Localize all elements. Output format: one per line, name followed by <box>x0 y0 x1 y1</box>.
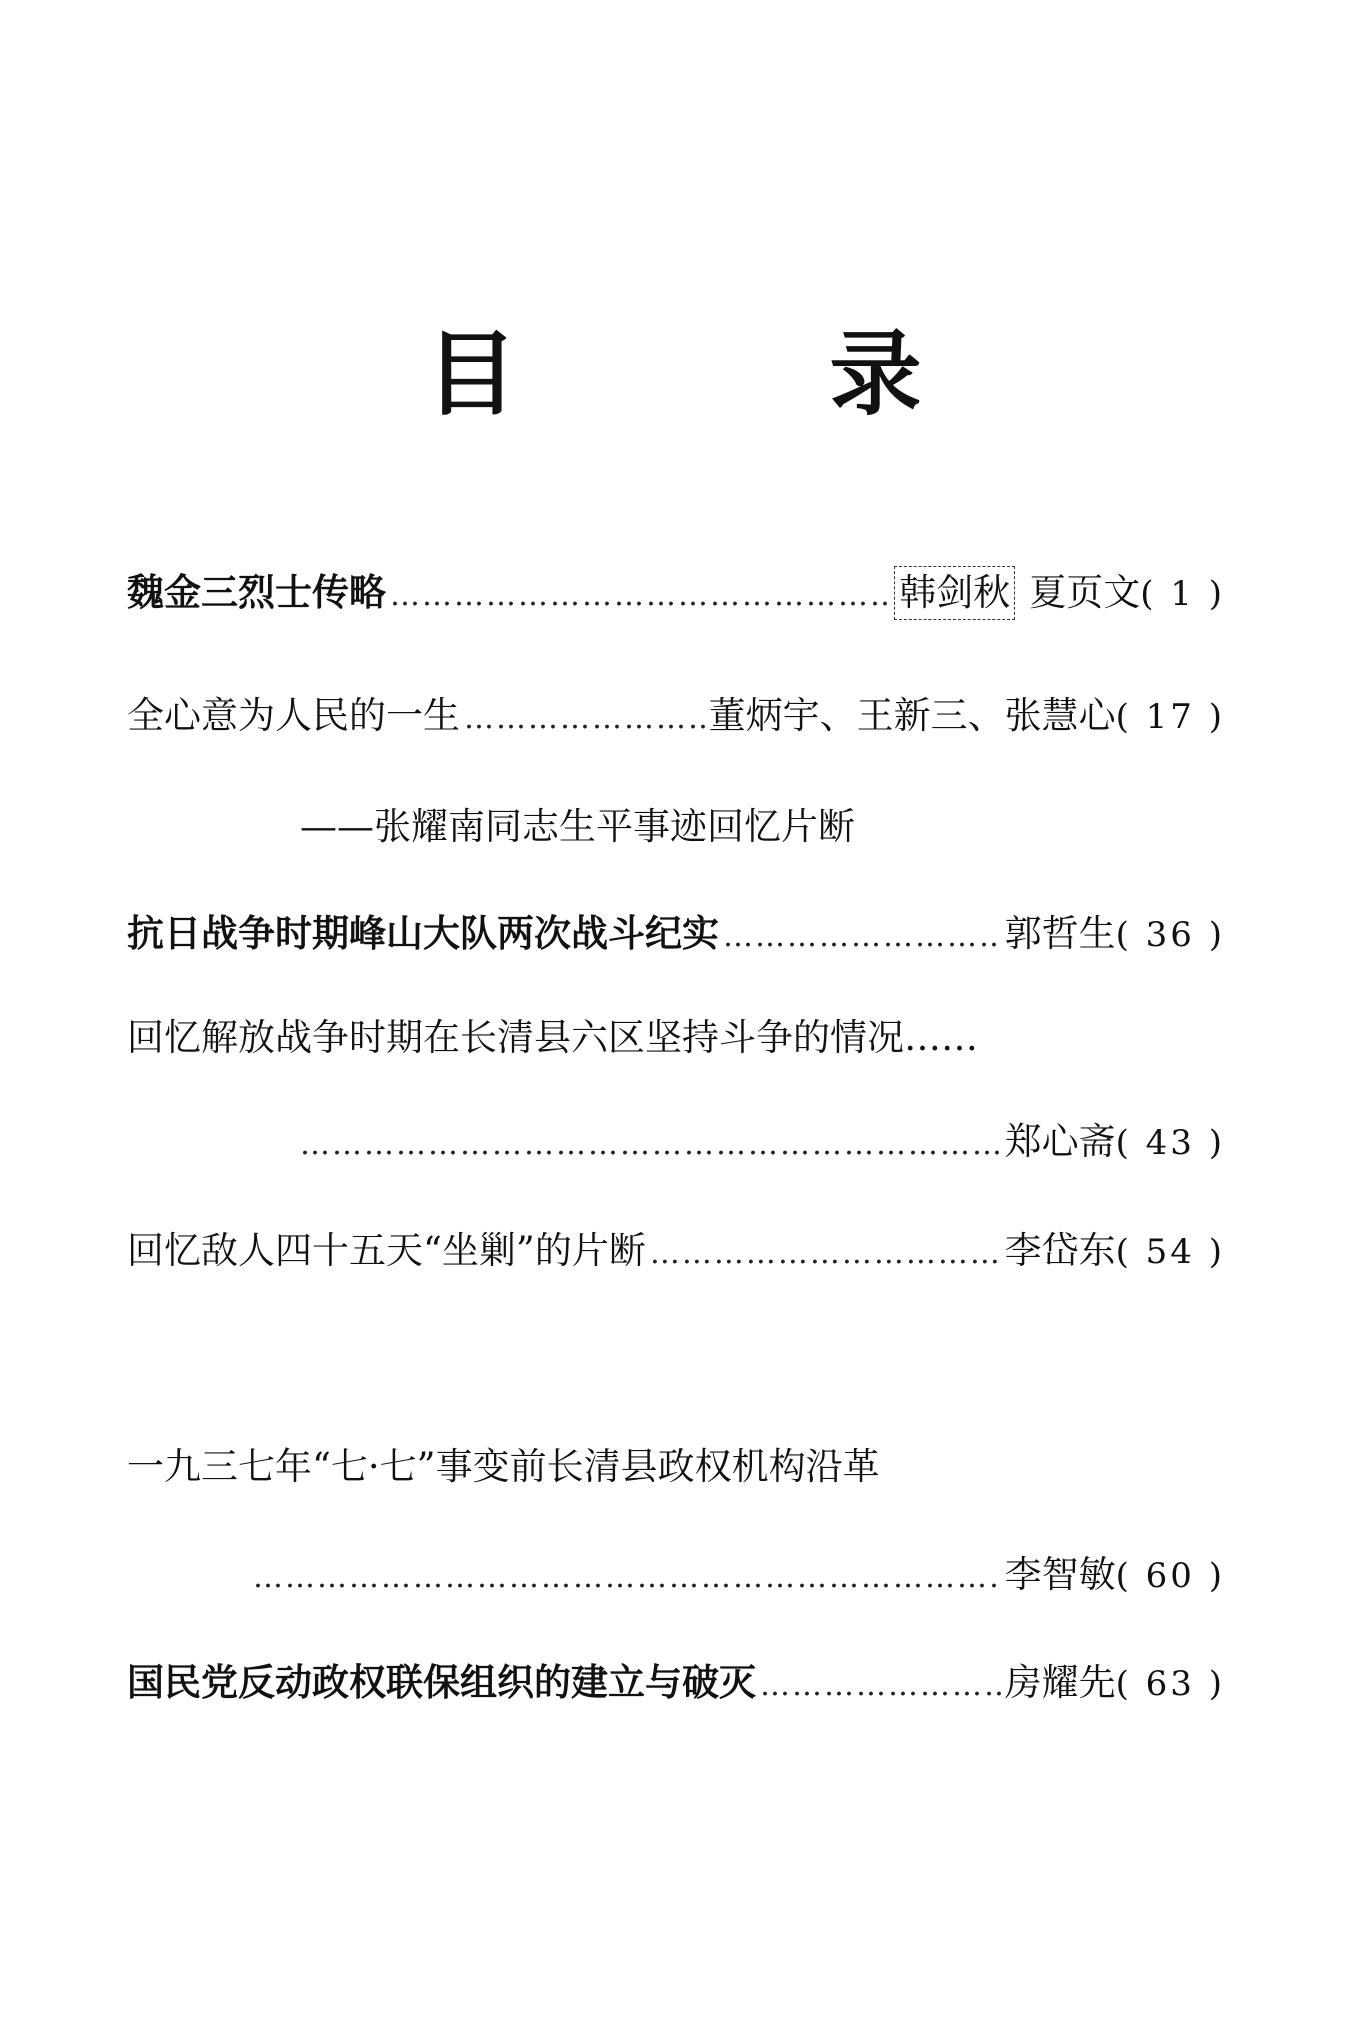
leader-dots <box>723 911 1001 963</box>
entry-title: 回忆敌人四十五天“坐剿”的片断 <box>127 1229 646 1272</box>
leader-dots <box>464 693 705 745</box>
entry-subtitle: ——张耀南同志生平事迹回忆片断 <box>300 805 855 848</box>
entry-page: ( 54 ) <box>1115 1232 1225 1272</box>
toc-entry[interactable] <box>127 1656 1225 1708</box>
toc-entry[interactable] <box>127 1225 1225 1277</box>
leader-dots <box>300 1119 1001 1171</box>
toc-entry-title-line[interactable] <box>127 1441 880 1493</box>
entry-author: 李岱东 <box>1004 1229 1116 1272</box>
toc-entry[interactable] <box>253 1549 1225 1601</box>
leader-dots <box>760 1660 1001 1712</box>
entry-page: ( 1 ) <box>1140 574 1225 614</box>
entry-author: 李智敏 <box>1004 1553 1116 1596</box>
toc-entry-title-line[interactable] <box>127 1012 978 1064</box>
page-title: 目 录 <box>425 321 1062 428</box>
entry-page: ( 43 ) <box>1115 1123 1225 1163</box>
entry-title: 抗日战争时期峰山大队两次战斗纪实 <box>127 911 719 955</box>
entry-title: 全心意为人民的一生 <box>127 694 460 737</box>
entry-title: 魏金三烈士传略 <box>127 570 386 614</box>
toc-entry[interactable] <box>127 566 1225 618</box>
toc-entry[interactable] <box>127 690 1225 742</box>
leader-dots <box>650 1228 1001 1280</box>
entry-title: 一九三七年“七·七”事变前长清县政权机构沿革 <box>127 1445 880 1488</box>
entry-title: 回忆解放战争时期在长清县六区坚持斗争的情况…… <box>127 1016 978 1059</box>
toc-entry[interactable] <box>127 907 1225 959</box>
entry-title: 国民党反动政权联保组织的建立与破灭 <box>127 1660 756 1704</box>
entry-author-boxed: 韩剑秋 <box>894 566 1015 620</box>
entry-page: ( 36 ) <box>1115 915 1225 955</box>
entry-author: 郑心斋 <box>1004 1120 1116 1163</box>
entry-author: 房耀先 <box>1004 1661 1116 1704</box>
entry-page: ( 17 ) <box>1115 697 1225 737</box>
entry-author: 夏页文 <box>1029 571 1141 614</box>
leader-dots <box>390 570 890 622</box>
entry-author: 董炳宇、王新三、张慧心 <box>708 694 1116 737</box>
entry-page: ( 63 ) <box>1115 1664 1225 1704</box>
toc-entry[interactable] <box>300 1116 1225 1168</box>
leader-dots <box>253 1552 1001 1604</box>
entry-author: 郭哲生 <box>1004 912 1116 955</box>
entry-page: ( 60 ) <box>1115 1556 1225 1596</box>
